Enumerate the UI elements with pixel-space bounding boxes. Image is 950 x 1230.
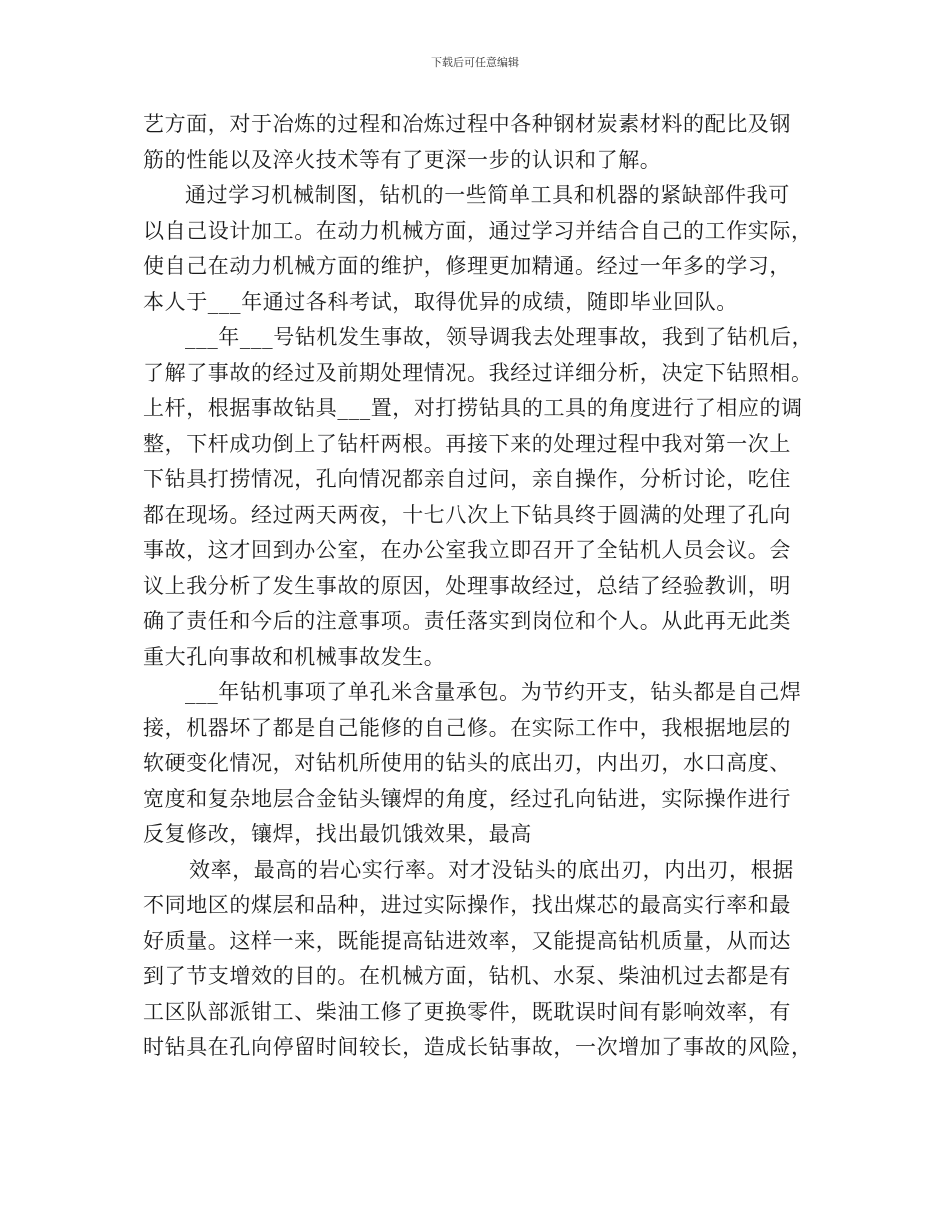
text-line: 下钻具打捞情况，孔向情况都亲自过问，亲自操作，分析讨论，吃住 bbox=[143, 467, 791, 491]
text-line: 好质量。这样一来，既能提高钻进效率，又能提高钻机质量，从而达 bbox=[143, 928, 791, 953]
text-line: 整，下杆成功倒上了钻杆两根。再接下来的处理过程中我对第一次上 bbox=[143, 431, 791, 456]
text-line: 使自己在动力机械方面的维护，修理更加精通。经过一年多的学习， bbox=[143, 254, 791, 278]
text-line: 了解了事故的经过及前期处理情况。我经过详细分析，决定下钻照相。 bbox=[143, 360, 813, 385]
text-line: 工区队部派钳工、柴油工修了更换零件，既耽误时间有影响效率，有 bbox=[143, 999, 791, 1024]
text-line: 上杆，根据事故钻具___置，对打捞钻具的工具的角度进行了相应的调 bbox=[143, 396, 803, 420]
text-line: 本人于___年通过各科考试，取得优异的成绩，随即毕业回队。 bbox=[143, 289, 738, 314]
paragraph-start: ___年钻机事项了单孔米含量承包。为节约开支，钻头都是自己焊 bbox=[185, 680, 802, 704]
text-line: 接，机器坏了都是自己能修的自己修。在实际工作中，我根据地层的 bbox=[143, 715, 791, 740]
text-line: 事故，这才回到办公室，在办公室我立即召开了全钻机人员会议。会 bbox=[143, 538, 791, 562]
text-line: 时钻具在孔向停留时间较长，造成长钻事故，一次增加了事故的风险， bbox=[143, 1035, 813, 1059]
text-line: 都在现场。经过两天两夜，十七八次上下钻具终于圆满的处理了孔向 bbox=[143, 502, 791, 527]
text-line: 确了责任和今后的注意事项。责任落实到岗位和个人。从此再无此类 bbox=[143, 609, 791, 633]
text-line: 软硬变化情况，对钻机所使用的钻头的底出刃，内出刃，水口高度、 bbox=[143, 751, 791, 775]
text-line: 议上我分析了发生事故的原因，处理事故经过，总结了经验教训，明 bbox=[143, 573, 791, 598]
paragraph-start: 效率，最高的岩心实行率。对才没钻头的底出刃，内出刃，根据 bbox=[189, 857, 794, 882]
text-line: 筋的性能以及淬火技术等有了更深一步的认识和了解。 bbox=[143, 147, 662, 172]
text-line: 到了节支增效的目的。在机械方面，钻机、水泵、柴油机过去都是有 bbox=[143, 964, 791, 988]
text-line: 宽度和复杂地层合金钻头镶焊的角度，经过孔向钻进，实际操作进行 bbox=[143, 786, 791, 811]
text-line: 艺方面，对于冶炼的过程和冶炼过程中各种钢材炭素材料的配比及钢 bbox=[143, 112, 791, 136]
text-line: 以自己设计加工。在动力机械方面，通过学习并结合自己的工作实际， bbox=[143, 218, 813, 243]
text-line: 反复修改，镶焊，找出最饥饿效果，最高 bbox=[143, 822, 532, 846]
text-line: 不同地区的煤层和品种，进过实际操作，找出煤芯的最高实行率和最 bbox=[143, 893, 791, 917]
paragraph-start: 通过学习机械制图，钻机的一些简单工具和机器的紧缺部件我可 bbox=[185, 183, 790, 207]
paragraph-start: ___年___号钻机发生事故，领导调我去处理事故，我到了钻机后， bbox=[185, 325, 814, 349]
text-line: 重大孔向事故和机械事故发生。 bbox=[143, 644, 446, 669]
document-body bbox=[143, 107, 823, 1066]
page-header: 下载后可任意编辑 bbox=[431, 56, 519, 69]
